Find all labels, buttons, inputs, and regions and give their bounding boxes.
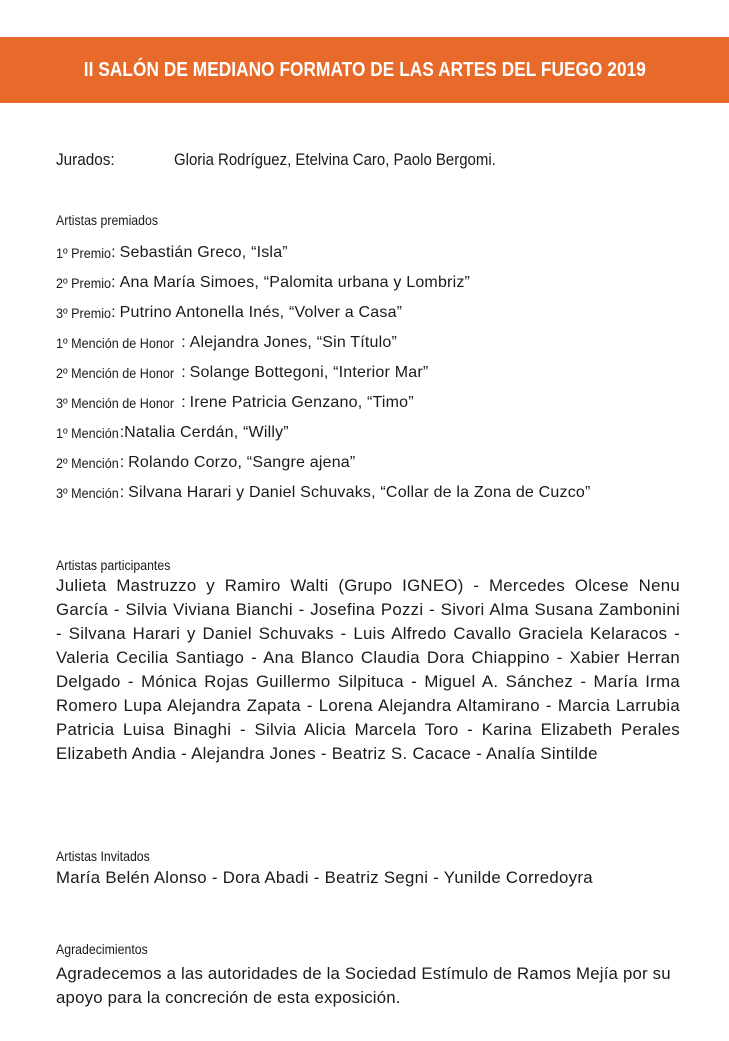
award-text: Putrino Antonella Inés, “Volver a Casa” — [119, 304, 403, 321]
award-text: Ana María Simoes, “Palomita urbana y Lombriz” — [119, 274, 471, 291]
award-text: Silvana Harari y Daniel Schuvaks, “Collar de la Zona de Cuzco” — [128, 484, 591, 501]
participants-text: Julieta Mastruzzo y Ramiro Walti (Grupo IGNEO) - Mercedes Olcese Nenu García - Silvia Viviana Bianchi - Josefina Pozzi - Sivori Alma Susana Zambonini - Silvana Harari y Daniel Schuvaks - Luis Alfredo Cavallo Graciela Kelaracos - Valeria Cecilia Santiago - Ana Blanco Claudia Dora Chiappino - Xabier Herran Delgado - Mónica Rojas Guillermo Silpituca - Miguel A. Sánchez - María Irma Romero Lupa Alejandra Zapata - Lorena Alejandra Altamirano - Marcia Larrubia Patricia Luisa Binaghi - Silvia Alicia Marcela Toro - Karina Elizabeth Perales Elizabeth Andia - Alejandra Jones - Beatriz S. Cacace - Analía Sintilde — [56, 576, 680, 763]
award-label: 2º Mención — [56, 455, 119, 471]
jurors-names: Gloria Rodríguez, Etelvina Caro, Paolo Bergomi. — [174, 150, 496, 169]
award-item: 1º Premio : Sebastián Greco, “Isla” — [56, 244, 288, 261]
guests-heading: Artistas Invitados — [56, 848, 150, 864]
award-text: Irene Patricia Genzano, “Timo” — [189, 394, 414, 411]
title-banner — [0, 37, 729, 103]
award-label: 2º Premio — [56, 275, 112, 291]
award-text: Alejandra Jones, “Sin Título” — [189, 334, 398, 351]
participants-heading: Artistas participantes — [56, 557, 171, 573]
award-item: 1º Mención : Natalia Cerdán, “Willy” — [56, 424, 289, 441]
jurors-row — [56, 148, 540, 172]
awards-heading: Artistas premiados — [56, 212, 159, 228]
award-item: 3º Premio : Putrino Antonella Inés, “Volver a Casa” — [56, 304, 403, 321]
award-item: 1º Mención de Honor : Alejandra Jones, “Sin Título” — [56, 334, 398, 351]
award-item: 3º Mención : Silvana Harari y Daniel Schuvaks, “Collar de la Zona de Cuzco” — [56, 484, 591, 501]
award-item: 3º Mención de Honor : Irene Patricia Genzano, “Timo” — [56, 394, 414, 411]
award-text: Natalia Cerdán, “Willy” — [124, 424, 289, 441]
award-item: 2º Mención de Honor : Solange Bottegoni, “Interior Mar” — [56, 364, 429, 381]
award-text: Sebastián Greco, “Isla” — [119, 244, 288, 261]
award-item: 2º Mención : Rolando Corzo, “Sangre ajena” — [56, 454, 356, 471]
page-title: II SALÓN DE MEDIANO FORMATO DE LAS ARTES DEL FUEGO 2019 — [83, 58, 646, 81]
award-label: 3º Mención de Honor — [56, 395, 175, 411]
award-text: Solange Bottegoni, “Interior Mar” — [189, 364, 429, 381]
award-label: 1º Mención de Honor — [56, 335, 175, 351]
award-label: 3º Mención — [56, 485, 119, 501]
awards-list — [56, 238, 716, 508]
thanks-heading: Agradecimientos — [56, 941, 148, 957]
guests-text: María Belén Alonso - Dora Abadi - Beatriz Segni - Yunilde Corredoyra — [56, 868, 593, 887]
award-label: 3º Premio — [56, 305, 112, 321]
jurors-label: Jurados: — [56, 150, 115, 169]
thanks-text: Agradecemos a las autoridades de la Sociedad Estímulo de Ramos Mejía por su apoyo para la concreción de esta exposición. — [56, 964, 671, 1007]
award-item: 2º Premio : Ana María Simoes, “Palomita urbana y Lombriz” — [56, 274, 471, 291]
award-label: 2º Mención de Honor — [56, 365, 175, 381]
award-text: Rolando Corzo, “Sangre ajena” — [128, 454, 356, 471]
award-label: 1º Premio — [56, 245, 112, 261]
award-label: 1º Mención — [56, 425, 119, 441]
